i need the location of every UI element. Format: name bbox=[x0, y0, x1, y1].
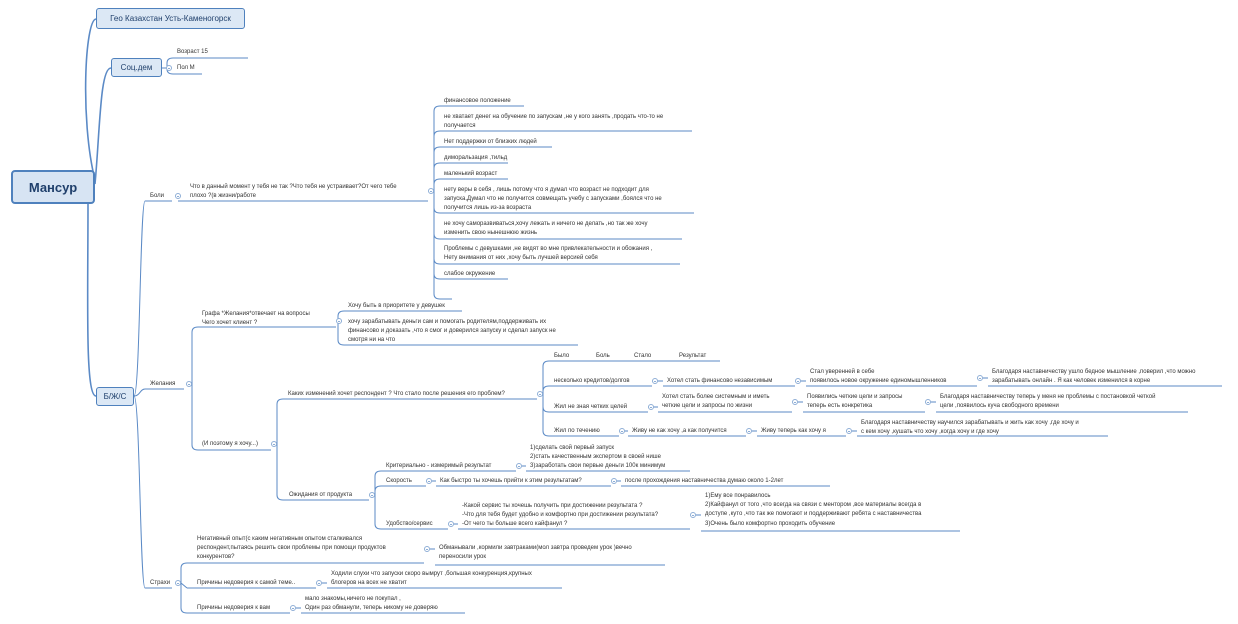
collapse-toggle-icon[interactable] bbox=[369, 492, 375, 498]
root-socdem-link bbox=[95, 68, 111, 184]
poetomu-text[interactable]: (И поэтому я хочу...) bbox=[202, 441, 258, 447]
collapse-toggle-icon[interactable] bbox=[846, 428, 852, 434]
collapse-toggle-icon[interactable] bbox=[537, 391, 543, 397]
collapse-toggle-icon[interactable] bbox=[175, 580, 181, 586]
collapse-toggle-icon[interactable] bbox=[424, 546, 430, 552]
boli-item[interactable]: финансовое положение bbox=[444, 98, 511, 104]
connector-line bbox=[277, 399, 283, 444]
speed-label[interactable]: Скорость bbox=[386, 478, 412, 484]
bjs-label: Б/Ж/С bbox=[103, 392, 127, 401]
collapse-toggle-icon[interactable] bbox=[271, 441, 277, 447]
age-item[interactable]: Возраст 15 bbox=[177, 49, 208, 55]
row2-bylo[interactable]: Жил не зная четких целей bbox=[554, 404, 628, 410]
connector-line bbox=[434, 131, 440, 191]
row2-bol[interactable]: Хотел стать более системным и иметь четкие цели и запросы по жизни bbox=[662, 394, 770, 410]
collapse-toggle-icon[interactable] bbox=[426, 478, 432, 484]
ozhidaniya-label[interactable]: Ожидания от продукта bbox=[289, 492, 353, 498]
connector-line bbox=[277, 444, 283, 500]
connector-line bbox=[434, 191, 440, 279]
boli-item[interactable]: диморальзация ,тильд bbox=[444, 155, 508, 161]
root-node[interactable] bbox=[11, 170, 95, 204]
collapse-toggle-icon[interactable] bbox=[166, 65, 172, 71]
connector-line bbox=[434, 147, 440, 191]
collapse-toggle-icon[interactable] bbox=[977, 375, 983, 381]
collapse-toggle-icon[interactable] bbox=[792, 399, 798, 405]
connector-line bbox=[434, 179, 440, 191]
boli-question[interactable]: Что в данный момент у тебя не так ?Что тебя не устраивает?От чего тебе плохо ?(в жизни/работе bbox=[190, 184, 397, 200]
socdem-node[interactable] bbox=[111, 58, 162, 77]
you-answer[interactable]: мало знакомы,ничего не покупал , Один раз обманули, теперь никому не доверяю bbox=[305, 596, 438, 612]
connector-line bbox=[434, 191, 440, 264]
neg-question[interactable]: Негативный опыт(с каким негативным опытом сталкивался респондент,пытаясь решить свои проблемы при помощи продуктов конкурентов? bbox=[197, 536, 386, 561]
kriter-value[interactable]: 1)сделать свой первый запуск 2)стать качественным экспертом в своей нише 3)заработать свои первые деньги 100к минимум bbox=[530, 445, 666, 470]
zhel-link bbox=[192, 327, 198, 384]
row2-stalo[interactable]: Появились четкие цели и запросы теперь есть конкретика bbox=[807, 394, 903, 410]
bjs-strakh-link bbox=[134, 396, 145, 588]
connector-line bbox=[338, 321, 344, 345]
collapse-toggle-icon[interactable] bbox=[516, 463, 522, 469]
row1-bylo[interactable]: несколько кредитов/долгов bbox=[554, 378, 630, 384]
collapse-toggle-icon[interactable] bbox=[746, 428, 752, 434]
boli-item[interactable]: не хочу саморазвиваться,хочу лежать и ничего не делать ,но так же хочу изменить свою нынешнюю жизнь bbox=[444, 221, 648, 237]
grafa-item[interactable]: Хочу быть в приоритете у девушек bbox=[348, 303, 445, 309]
collapse-toggle-icon[interactable] bbox=[316, 580, 322, 586]
geo-label: Гео Казахстан Усть-Каменогорск bbox=[110, 14, 231, 23]
collapse-toggle-icon[interactable] bbox=[795, 378, 801, 384]
collapse-toggle-icon[interactable] bbox=[448, 521, 454, 527]
connector-line bbox=[434, 191, 440, 239]
collapse-toggle-icon[interactable] bbox=[925, 399, 931, 405]
speed-answer[interactable]: после прохождения наставничества думаю около 1-2лет bbox=[625, 478, 784, 484]
bjs-boli-link bbox=[134, 201, 145, 396]
zhelaniya-label[interactable]: Желания bbox=[150, 381, 176, 387]
connector-line bbox=[543, 386, 549, 394]
row3-bol[interactable]: Живу не как хочу ,а как получится bbox=[632, 428, 727, 434]
row1-result[interactable]: Благодаря наставничеству ушло бедное мышление ,поверил ,что можно зарабатывать онлайн . Я как человек изменился в корне bbox=[992, 369, 1196, 385]
connector-line bbox=[434, 163, 440, 191]
root-geo-link bbox=[86, 19, 96, 180]
connector-line bbox=[543, 394, 549, 412]
collapse-toggle-icon[interactable] bbox=[428, 188, 434, 194]
root-label: Мансур bbox=[28, 179, 78, 195]
sex-item[interactable]: Пол М bbox=[177, 65, 195, 71]
connector-line bbox=[543, 361, 549, 394]
you-question[interactable]: Причины недоверия к вам bbox=[197, 605, 271, 611]
connector-line bbox=[375, 495, 381, 529]
row2-result[interactable]: Благодаря наставничеству теперь у меня не проблемы с постановкой четкой цели ,появилось куча свободного времени bbox=[940, 394, 1156, 410]
collapse-toggle-icon[interactable] bbox=[619, 428, 625, 434]
theme-answer[interactable]: Ходили слухи что запуски скоро вымрут ,большая конкуренция,крупных блогеров на всех не хватит bbox=[331, 571, 532, 587]
grafa-item[interactable]: хочу зарабатывать деньги сам и помогать родителям,поддерживать их финансово и доказать ,что я смог и доверился запуску и сделал запуск не смотря ни на что bbox=[348, 319, 556, 344]
header-bylo[interactable]: Было bbox=[554, 353, 570, 359]
strakh-link bbox=[181, 583, 187, 588]
comfort-label[interactable]: Удобство/сервис bbox=[386, 521, 433, 527]
collapse-toggle-icon[interactable] bbox=[611, 478, 617, 484]
changes-question[interactable]: Каких изменений хочет респондент ? Что стало после решения его проблем? bbox=[288, 391, 505, 397]
collapse-toggle-icon[interactable] bbox=[175, 193, 181, 199]
boli-item[interactable]: нету веры в себя , лишь потому что я думал что возраст не подходит для запуска,Думал что не получится совмещать учебу с запусками ,боялся что не получится лишь из-за возраста bbox=[444, 187, 662, 212]
socdem-label: Соц.дем bbox=[120, 63, 153, 72]
kriter-label[interactable]: Критериально - измеримый результат bbox=[386, 463, 492, 469]
comfort-answer[interactable]: 1)Ему все понравилось 2)Кайфанул от того ,что всегда на связи с ментором ,все материалы всегда в доступе ,куто ,что так же помогают и поддерживают ребята с наставничества 3)Очень было комфортно проходить обучение bbox=[705, 493, 922, 527]
header-bol[interactable]: Боль bbox=[596, 353, 610, 359]
collapse-toggle-icon[interactable] bbox=[648, 404, 654, 410]
collapse-toggle-icon[interactable] bbox=[290, 605, 296, 611]
row3-bylo[interactable]: Жил по течению bbox=[554, 428, 600, 434]
collapse-toggle-icon[interactable] bbox=[652, 378, 658, 384]
boli-item[interactable]: не хватает денег на обучение по запускам ,не у кого занять ,продать что-то не получается bbox=[444, 114, 664, 130]
theme-question[interactable]: Причины недоверия к самой теме.. bbox=[197, 580, 296, 586]
comfort-question[interactable]: -Какой сервис ты хочешь получить при достижении результата ? -Что для тебя будет удобно и комфортно при достижении результата? -От чего ты больше всего кайфанул ? bbox=[462, 503, 659, 528]
geo-node[interactable] bbox=[96, 8, 245, 29]
zhel-link bbox=[192, 384, 198, 450]
neg-answer[interactable]: Обманывали ,кормили завтраками(мол завтра проведем урок )вечно переносили урок bbox=[439, 545, 632, 561]
header-result[interactable]: Результат bbox=[679, 353, 707, 359]
connector-line bbox=[543, 394, 549, 436]
boli-item[interactable]: Нет поддержки от близких людей bbox=[444, 139, 537, 145]
collapse-toggle-icon[interactable] bbox=[690, 512, 696, 518]
grafa-text[interactable]: Графа *Желания*отвечает на вопросы Чего хочет клиент ? bbox=[202, 311, 310, 327]
boli-item[interactable]: слабое окружение bbox=[444, 271, 496, 277]
boli-item[interactable]: маленький возраст bbox=[444, 171, 498, 177]
speed-question[interactable]: Как быстро ты хочешь прийти к этим результатам? bbox=[440, 478, 582, 484]
collapse-toggle-icon[interactable] bbox=[336, 318, 342, 324]
connector-line bbox=[375, 471, 381, 495]
connector-line bbox=[434, 191, 440, 213]
boli-label[interactable]: Боли bbox=[150, 193, 164, 199]
boli-item[interactable]: Проблемы с девушками ,не видят во мне привлекательности и обожания , Нету внимания от них ,хочу быть лучшей версией себя bbox=[444, 246, 653, 262]
bjs-node[interactable] bbox=[96, 387, 134, 406]
row1-stalo[interactable]: Стал уверенней в себе появилось новое окружение единомышленников bbox=[810, 369, 947, 385]
strakh-link bbox=[181, 563, 187, 583]
connector-line bbox=[375, 486, 381, 495]
root-bjs-link bbox=[88, 204, 96, 396]
row3-result[interactable]: Благодаря наставничеству научился зарабатывать и жить как хочу ,где хочу и с кем хочу ,кушать что хочу ,когда хочу и где хочу bbox=[861, 420, 1079, 436]
row3-stalo[interactable]: Живу теперь как хочу я bbox=[761, 428, 826, 434]
header-stalo[interactable]: Стало bbox=[634, 353, 652, 359]
collapse-toggle-icon[interactable] bbox=[186, 381, 192, 387]
connector-line bbox=[434, 191, 440, 299]
row1-bol[interactable]: Хотел стать финансово независимым bbox=[667, 378, 773, 384]
strakhi-label[interactable]: Страхи bbox=[150, 580, 171, 586]
